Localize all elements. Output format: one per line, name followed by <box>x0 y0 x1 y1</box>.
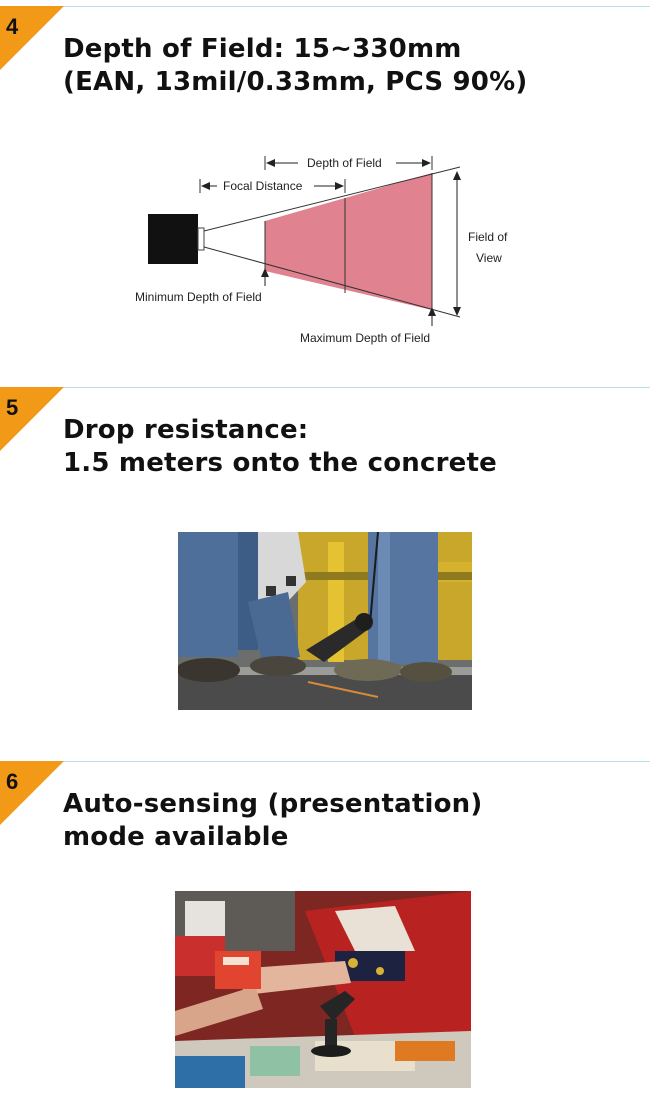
title-line-1: Auto-sensing (presentation) <box>63 789 483 819</box>
badge-number: 4 <box>6 14 19 39</box>
title-line-2: mode available <box>63 822 289 852</box>
title-line-1: Drop resistance: <box>63 415 309 445</box>
section-title <box>63 788 482 854</box>
scanner-lens <box>198 228 204 250</box>
depth-of-field-diagram <box>120 146 540 361</box>
section-4 <box>0 6 650 386</box>
section-divider <box>0 761 650 762</box>
section-divider <box>0 6 650 7</box>
section-title <box>63 33 527 99</box>
scanner-drop-photo <box>178 532 472 710</box>
depth-of-field-label: Depth of Field <box>307 156 382 170</box>
title-line-2: (EAN, 13mil/0.33mm, PCS 90%) <box>63 67 528 97</box>
title-line-2: 1.5 meters onto the concrete <box>63 448 497 478</box>
checkout-counter-photo <box>175 891 471 1088</box>
badge-number: 6 <box>6 769 19 794</box>
max-depth-label: Maximum Depth of Field <box>300 331 431 345</box>
badge-number: 5 <box>6 395 19 420</box>
section-6 <box>0 761 650 1114</box>
title-line-1: Depth of Field: 15~330mm <box>63 34 462 64</box>
section-5 <box>0 387 650 759</box>
min-depth-label: Minimum Depth of Field <box>135 290 262 304</box>
field-of-view-label-1: Field of <box>468 230 508 244</box>
focal-distance-label: Focal Distance <box>223 179 303 193</box>
depth-of-field-area <box>265 173 432 310</box>
field-of-view-label-2: View <box>476 251 502 265</box>
scanner-body <box>148 214 198 264</box>
section-divider <box>0 387 650 388</box>
section-title <box>63 414 497 480</box>
